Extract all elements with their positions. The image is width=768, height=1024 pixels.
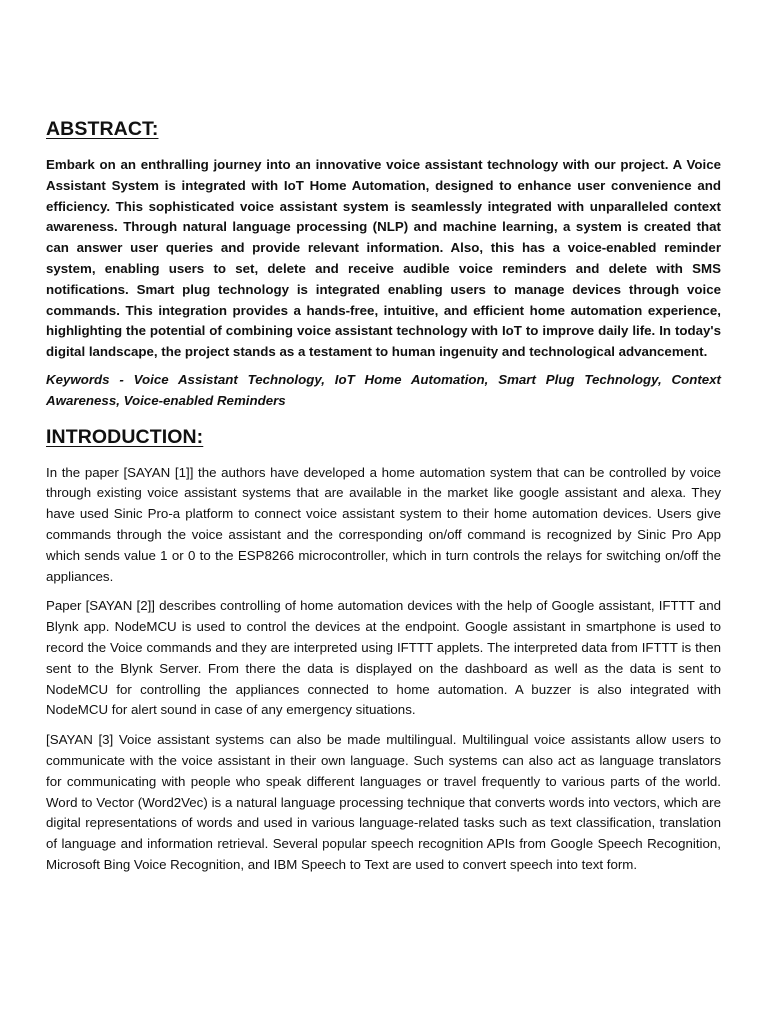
introduction-section xyxy=(46,426,721,876)
keywords-line: Keywords - Voice Assistant Technology, IoT Home Automation, Smart Plug Technology, Context Awareness, Voice-enabled Reminders xyxy=(46,371,721,408)
intro-paragraph-2: Paper [SAYAN [2]] describes controlling of home automation devices with the help of Google assistant, IFTTT and Blynk app. NodeMCU is used to control the devices at the endpoint. Google assistant in smartphone is used to record the Voice commands and they are interpreted using IFTTT applets. The interpreted data from IFTTT is then sent to the Blynk Server. From there the data is displayed on the dashboard as well as the data is sent to NodeMCU for controlling the appliances connected to home automation. A buzzer is also integrated with NodeMCU for alert sound in case of any emergency situations. xyxy=(46,598,721,718)
abstract-section xyxy=(46,118,721,412)
abstract-body: Embark on an enthralling journey into an innovative voice assistant technology with our project. A Voice Assistant System is integrated with IoT Home Automation, designed to enhance user convenience and efficiency. This sophisticated voice assistant system is seamlessly integrated with unparalleled context awareness. Through natural language processing (NLP) and machine learning, a system is created that can answer user queries and provide relevant information. Also, this has a voice-enabled reminder system, enabling users to set, delete and receive audible voice reminders and delete with SMS notifications. Smart plug technology is integrated enabling users to manage devices through voice commands. This integration provides a hands-free, intuitive, and efficient home automation experience, highlighting the potential of combining voice assistant technology with IoT to improve daily life. In today's digital landscape, the project stands as a testament to human ingenuity and technological advancement. xyxy=(46,157,721,360)
intro-paragraph-1: In the paper [SAYAN [1]] the authors have developed a home automation system that can be controlled by voice through existing voice assistant systems that are available in the market like google assistant and alexa. They have used Sinic Pro-a platform to connect voice assistant system to their home automation devices. Users give commands through the voice assistant and the corresponding on/off command is recognized by Sinic Pro App which sends value 1 or 0 to the ESP8266 microcontroller, which in turn controls the relays for switching on/off the appliances. xyxy=(46,464,721,584)
document-page xyxy=(46,118,721,885)
intro-paragraph-3: [SAYAN [3] Voice assistant systems can also be made multilingual. Multilingual voice assistants allow users to communicate with the voice assistant in their own language. Such systems can also act as language translators for communicating with people who speak different languages or travel frequently to various parts of the world. Word to Vector (Word2Vec) is a natural language processing technique that converts words into vectors, which are digital representations of words and used in various language-related tasks such as text classification, translation of language and information retrieval. Several popular speech recognition APIs from Google Speech Recognition, Microsoft Bing Voice Recognition, and IBM Speech to Text are used to convert speech into text form. xyxy=(46,732,721,872)
introduction-heading: INTRODUCTION: xyxy=(46,425,204,448)
abstract-heading: ABSTRACT: xyxy=(46,118,159,140)
